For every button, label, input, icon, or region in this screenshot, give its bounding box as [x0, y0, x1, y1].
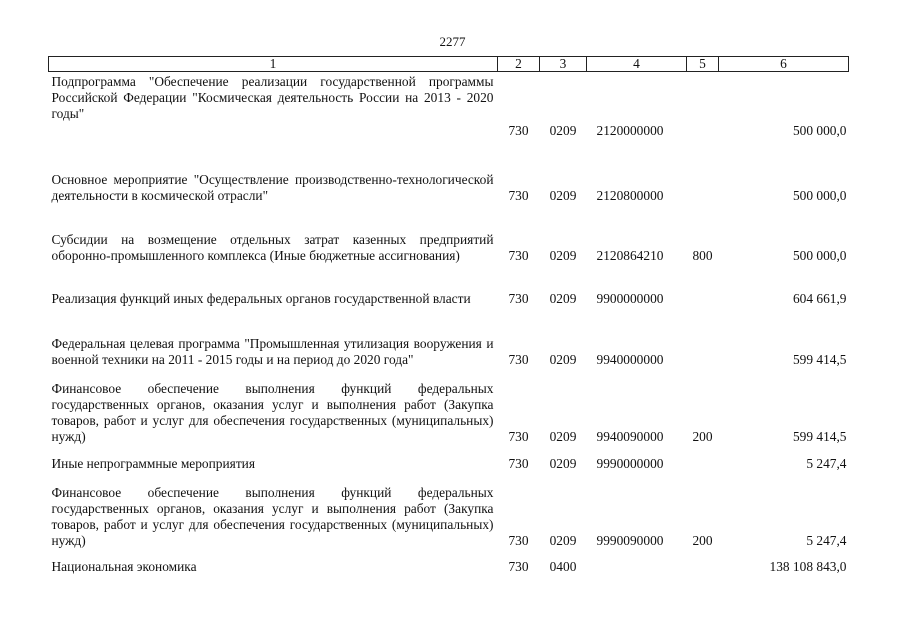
row-section: 0209	[549, 290, 577, 306]
row-target: 2120000000	[596, 123, 664, 138]
row-ministry: 730	[508, 532, 529, 548]
header-col-3: 3	[540, 57, 587, 72]
row-section: 0209	[549, 247, 577, 263]
row-expense-type: 200	[692, 428, 713, 444]
row-expense-type	[687, 311, 719, 372]
row-section: 0209	[549, 532, 577, 548]
row-expense-type: 800	[692, 247, 713, 263]
header-col-1: 1	[49, 57, 498, 72]
row-target: 2120800000	[596, 187, 664, 203]
row-expense-type	[687, 168, 719, 208]
table-row	[49, 168, 849, 208]
table-header-row	[49, 57, 849, 72]
table-row	[49, 268, 849, 311]
row-amount: 599 414,5	[792, 351, 847, 367]
header-col-2: 2	[498, 57, 540, 72]
row-name: Основное мероприятие "Осуществление производственно-технологической деятельности в космической отрасли"	[51, 171, 494, 203]
row-amount: 500 000,0	[792, 247, 847, 263]
row-section: 0209	[549, 455, 577, 471]
row-expense-type	[687, 72, 719, 168]
table-row	[49, 311, 849, 372]
row-amount: 138 108 843,0	[769, 558, 847, 574]
row-amount: 500 000,0	[792, 187, 847, 203]
row-ministry: 730	[508, 558, 529, 574]
table-row	[49, 553, 849, 579]
row-target: 9940000000	[596, 351, 664, 367]
table-row	[49, 449, 849, 476]
row-target: 9990090000	[596, 532, 664, 548]
header-col-4: 4	[587, 57, 687, 72]
row-section: 0209	[549, 123, 577, 138]
row-name: Реализация функций иных федеральных органов государственной власти	[51, 290, 471, 306]
row-section: 0209	[549, 187, 577, 203]
row-name: Субсидии на возмещение отдельных затрат казенных предприятий оборонно-промышленного комплекса (Иные бюджетные ассигнования)	[51, 231, 494, 263]
row-name: Иные непрограммные мероприятия	[51, 455, 255, 471]
row-name: Национальная экономика	[51, 558, 197, 574]
row-target: 9990000000	[596, 455, 664, 471]
row-expense-type	[687, 449, 719, 476]
table-row	[49, 208, 849, 268]
row-name: Финансовое обеспечение выполнения функций федеральных государственных органов, оказания услуг и выполнения работ (Закупка товаров, работ и услуг для обеспечения государственных (муниципальных) нужд)	[51, 484, 494, 548]
row-expense-type	[687, 268, 719, 311]
row-expense-type: 200	[692, 532, 713, 548]
table-row	[49, 72, 849, 168]
row-section: 0400	[549, 558, 577, 574]
row-target: 9940090000	[596, 428, 664, 444]
row-target: 9900000000	[596, 290, 664, 306]
row-name: Финансовое обеспечение выполнения функций федеральных государственных органов, оказания услуг и выполнения работ (Закупка товаров, работ и услуг для обеспечения государственных (муниципальных) нужд)	[51, 380, 494, 444]
table-row	[49, 476, 849, 553]
header-col-6: 6	[719, 57, 849, 72]
row-section: 0209	[549, 428, 577, 444]
row-section: 0209	[549, 351, 577, 367]
row-amount: 5 247,4	[806, 532, 847, 548]
row-ministry: 730	[508, 351, 529, 367]
row-amount: 599 414,5	[792, 428, 847, 444]
row-amount: 500 000,0	[792, 123, 847, 138]
row-name: Подпрограмма "Обеспечение реализации государственной программы Российской Федерации "Космическая деятельность России на 2013 - 2020 годы"	[51, 74, 494, 121]
row-name: Федеральная целевая программа "Промышленная утилизация вооружения и военной техники на 2011 - 2015 годы и на период до 2020 года"	[51, 335, 494, 367]
budget-table	[48, 56, 849, 579]
row-target: 2120864210	[596, 247, 664, 263]
row-ministry: 730	[508, 123, 529, 138]
table-row	[49, 372, 849, 449]
row-expense-type	[687, 553, 719, 579]
row-ministry: 730	[508, 428, 529, 444]
row-amount: 604 661,9	[792, 290, 847, 306]
row-ministry: 730	[508, 290, 529, 306]
page-number: 2277	[439, 34, 466, 49]
row-target	[587, 553, 687, 579]
header-col-5: 5	[687, 57, 719, 72]
row-ministry: 730	[508, 187, 529, 203]
row-ministry: 730	[508, 455, 529, 471]
row-amount: 5 247,4	[806, 455, 847, 471]
row-ministry: 730	[508, 247, 529, 263]
